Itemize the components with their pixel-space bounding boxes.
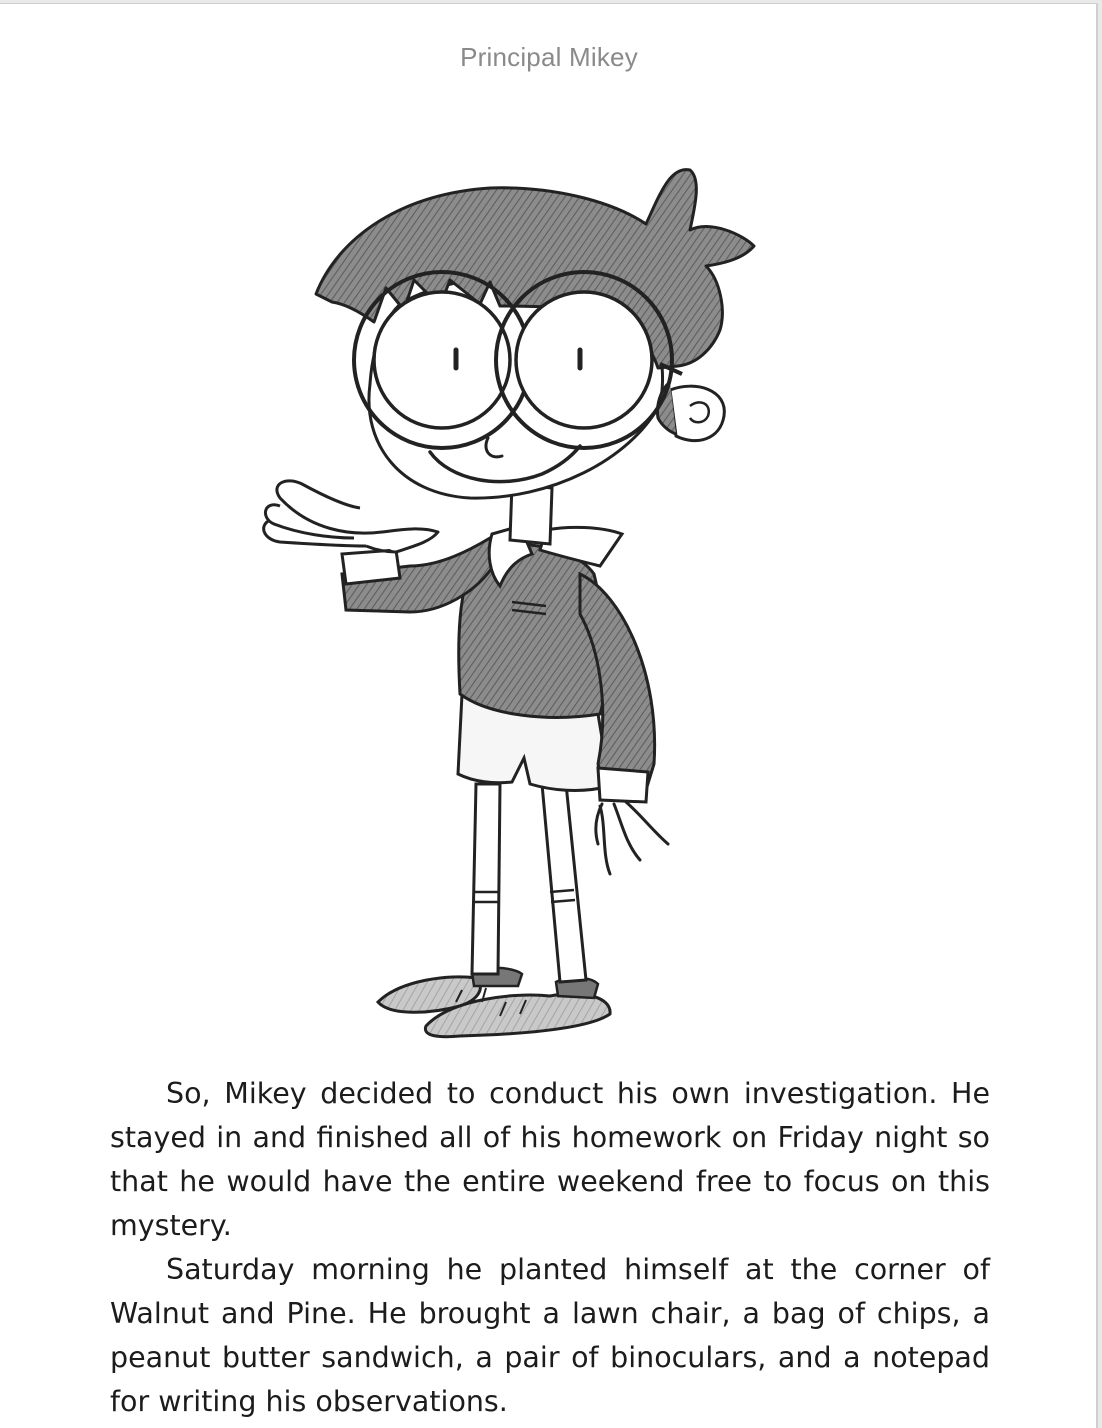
book-page <box>0 3 1098 1428</box>
running-head-title: Principal Mikey <box>460 42 638 72</box>
story-paragraph: Saturday morning he planted himself at the corner of Walnut and Pine. He brought a lawn chair, a bag of chips, a peanut butter sandwich, a pair of binoculars, and a notepad for writing his observations. <box>110 1253 990 1418</box>
right-hand <box>596 802 668 874</box>
waving-hand <box>264 481 438 552</box>
right-leg <box>542 784 586 982</box>
mikey-illustration <box>250 154 770 1054</box>
left-leg <box>472 784 500 974</box>
ear <box>670 386 724 440</box>
story-paragraph: So, Mikey decided to conduct his own investigation. He stayed in and finished all of his homework on Friday night so that he would have the entire weekend free to focus on this mystery. <box>110 1077 990 1242</box>
story-text <box>110 1072 990 1424</box>
